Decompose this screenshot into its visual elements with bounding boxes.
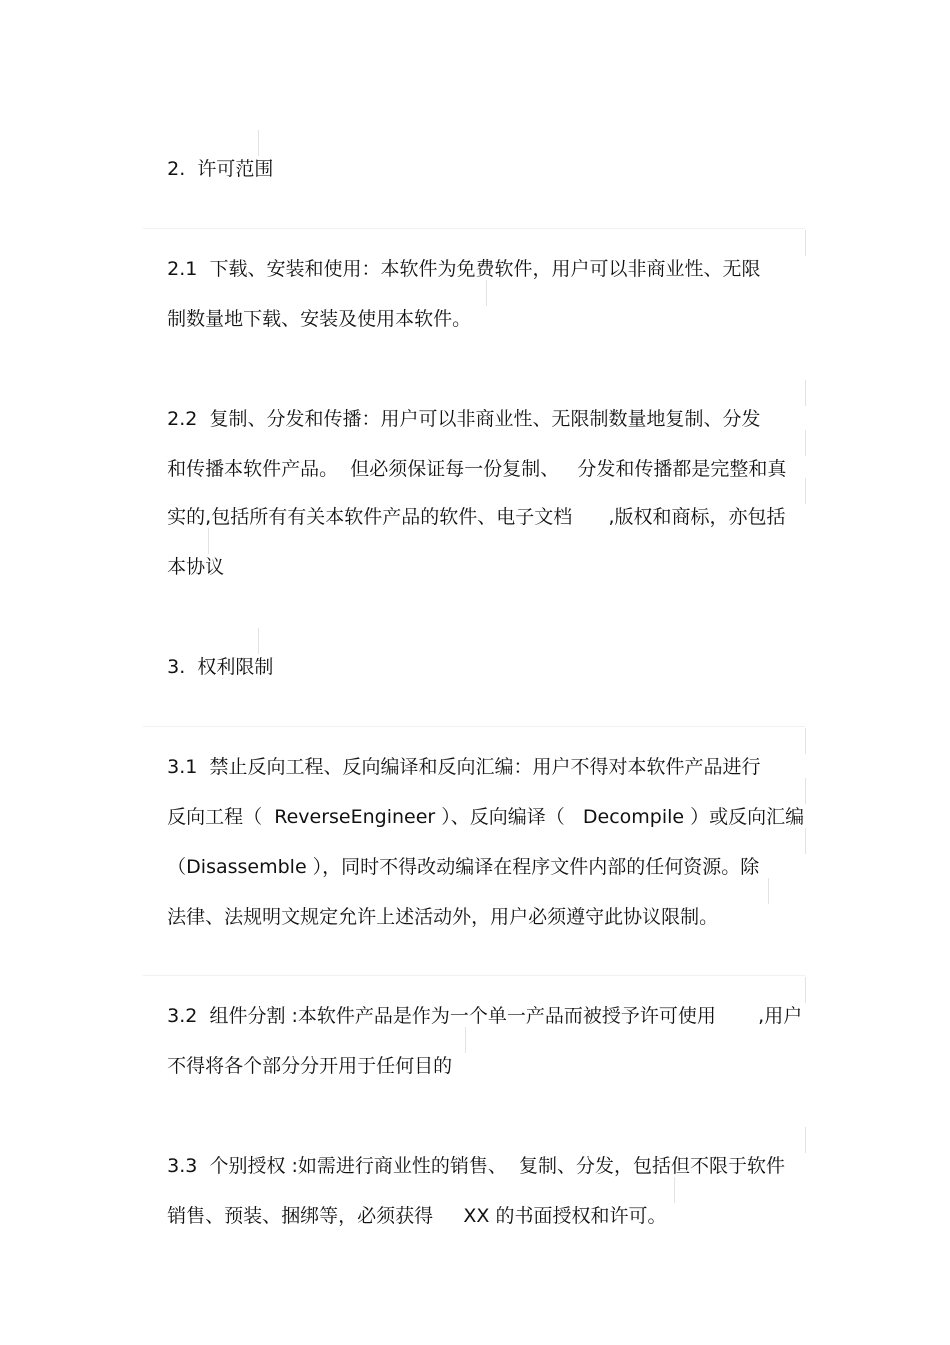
paragraph-3-3-line-1-text: 3.3 个别授权 :如需进行商业性的销售、 复制、分发，包括但不限于软件 [167, 1155, 785, 1177]
paragraph-2-1-line-2-text: 制数量地下载、安装及使用本软件。 [167, 308, 472, 330]
line-end-marker [143, 628, 259, 654]
paragraph-3-1-line-3 [143, 828, 806, 878]
paragraph-3-1-line-1-text: 3.1 禁止反向工程、反向编译和反向汇编：用户不得对本软件产品进行 [167, 756, 761, 778]
paragraph-2-2-line-2 [143, 430, 806, 480]
paragraph-3-3-line-2 [143, 1177, 675, 1227]
line-end-marker [143, 230, 806, 256]
paragraph-2-1-line-2 [143, 280, 487, 330]
paragraph-2-2-line-3 [143, 478, 806, 528]
section-heading-2 [143, 130, 274, 180]
paragraph-3-2-line-2 [143, 1027, 466, 1077]
paragraph-3-1-line-2-text: 反向工程（ ReverseEngineer ）、反向编译（ Decompile ）或反向汇编 [167, 806, 805, 828]
paragraph-3-1-line-1 [143, 728, 806, 778]
paragraph-3-1-line-4 [143, 878, 769, 928]
paragraph-2-2-line-1 [143, 380, 806, 430]
line-end-marker [143, 1027, 466, 1053]
line-guide [143, 975, 805, 976]
line-end-marker [143, 878, 769, 904]
line-end-marker [143, 130, 259, 156]
line-end-marker [143, 1127, 806, 1153]
paragraph-2-2-line-4-text: 本协议 [167, 556, 225, 578]
paragraph-3-3-line-1 [143, 1127, 806, 1177]
line-guide [143, 228, 805, 229]
paragraph-2-2-line-1-text: 2.2 复制、分发和传播：用户可以非商业性、无限制数量地复制、分发 [167, 408, 761, 430]
paragraph-3-2-line-1-text: 3.2 组件分割 :本软件产品是作为一个单一产品而被授予许可使用 ,用户 [167, 1005, 803, 1027]
line-end-marker [143, 380, 806, 406]
paragraph-3-2-line-1 [143, 977, 806, 1027]
paragraph-3-1-line-2 [143, 778, 806, 828]
paragraph-2-1-line-1-text: 2.1 下载、安装和使用：本软件为免费软件，用户可以非商业性、无限 [167, 258, 761, 280]
paragraph-2-2-line-3-text: 实的,包括所有有关本软件产品的软件、电子文档 ,版权和商标，亦包括 [167, 506, 786, 528]
line-end-marker [143, 280, 487, 306]
section-heading-2-text: 2. 许可范围 [167, 158, 274, 180]
paragraph-2-2-line-2-text: 和传播本软件产品。 但必须保证每一份复制、 分发和传播都是完整和真 [167, 458, 787, 480]
section-heading-3 [143, 628, 274, 678]
line-guide [143, 726, 805, 727]
line-end-marker [143, 528, 209, 554]
line-end-marker [143, 478, 806, 504]
line-end-marker [143, 1177, 675, 1203]
paragraph-3-1-line-4-text: 法律、法规明文规定允许上述活动外，用户必须遵守此协议限制。 [167, 906, 719, 928]
line-end-marker [143, 728, 806, 754]
paragraph-2-2-line-4 [143, 528, 225, 578]
line-end-marker [143, 778, 806, 804]
paragraph-3-3-line-2-text: 销售、预装、捆绑等，必须获得 XX 的书面授权和许可。 [167, 1205, 667, 1227]
line-end-marker [143, 977, 806, 1003]
paragraph-2-1-line-1 [143, 230, 806, 280]
line-end-marker [143, 828, 806, 854]
line-end-marker [143, 430, 806, 456]
paragraph-3-1-line-3-text: （Disassemble ），同时不得改动编译在程序文件内部的任何资源。除 [167, 856, 760, 878]
paragraph-3-2-line-2-text: 不得将各个部分分开用于任何目的 [167, 1055, 453, 1077]
section-heading-3-text: 3. 权利限制 [167, 656, 274, 678]
